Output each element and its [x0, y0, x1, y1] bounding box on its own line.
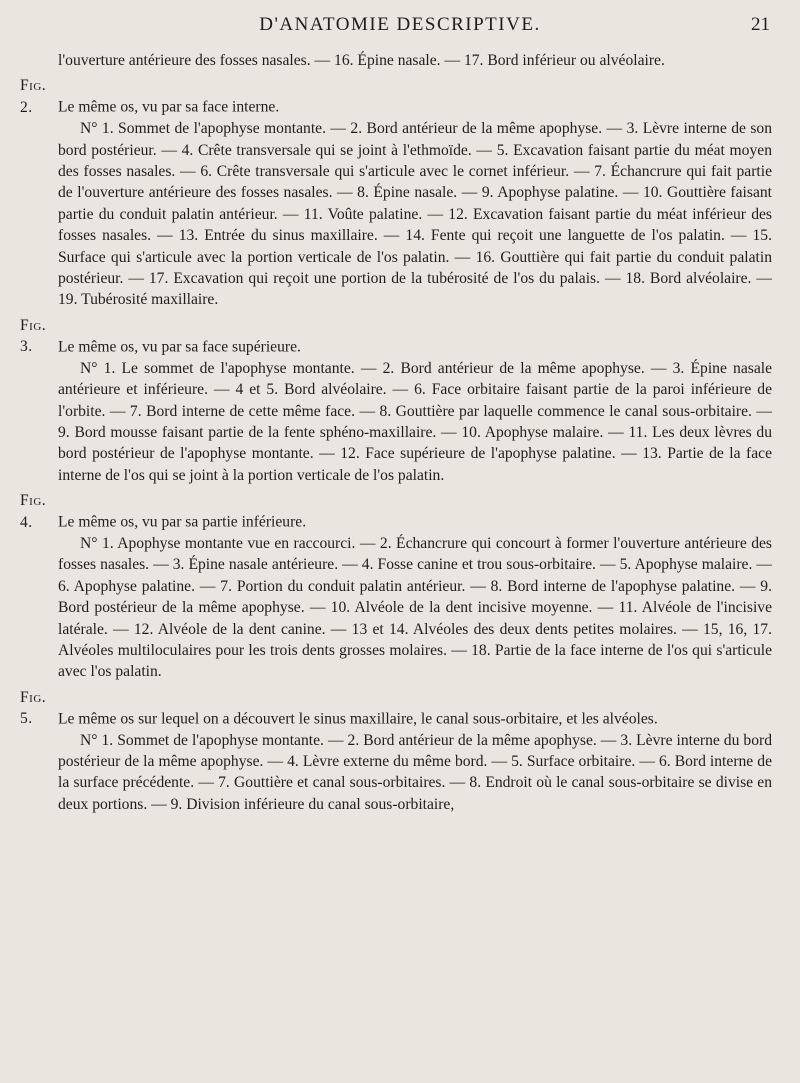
figure-label: Fig. 3. — [20, 316, 47, 356]
figure-caption-2 — [20, 75, 772, 310]
figure-label: Fig. 4. — [20, 492, 47, 531]
running-head — [0, 14, 800, 44]
figure-caption-4 — [20, 490, 772, 683]
figure-label: Fig. 2. — [20, 77, 47, 116]
figure-label: Fig. 5. — [20, 688, 47, 728]
figure-legend: N° 1. Sommet de l'apophyse montante. — 2. Bord antérieur de la même apophyse. — 3. Lèvre interne du bord postérieur de la même apophyse. — 4. Lèvre externe du même bord. — 5. Surface orbitaire. — 6. Bord interne de la surface précédente. — 7. Gouttière et canal sous-orbitaires. — 8. Endroit où le canal sous-orbitaire se divise en deux portions. — 9. Division inférieure du canal sous-orbitaire, — [58, 731, 772, 813]
running-title: D'ANATOMIE DESCRIPTIVE. — [259, 14, 541, 35]
intro-paragraph: l'ouverture antérieure des fosses nasales. — 16. Épine nasale. — 17. Bord inférieur ou alvéolaire. — [58, 52, 665, 69]
figure-legend: N° 1. Sommet de l'apophyse montante. — 2. Bord antérieur de la même apophyse. — 3. Lèvre interne de son bord postérieur. — 4. Crête transversale qui se joint à l'ethmoïde. — 5. Excavation faisant partie du méat moyen des fosses nasales. — 6. Crête transversale qui s'articule avec le cornet inférieur. — 7. Échancrure qui fait partie de l'ouverture antérieure des fosses nasales. — 8. Épine nasale. — 9. Apophyse palatine. — 10. Gouttière faisant partie du conduit palatin antérieur. — 11. Voûte palatine. — 12. Excavation faisant partie du méat inférieur des fosses nasales. — 13. Entrée du sinus maxillaire. — 14. Fente qui reçoit une languette de l'os palatin. — 15. Surface qui s'articule avec la portion verticale de l'os palatin. — 16. Gouttière qui fait partie du conduit palatin postérieur. — 17. Excavation qui reçoit une portion de la tubérosité de l'os du palais. — 18. Bord alvéolaire. — 19. Tubérosité maxillaire. — [58, 120, 772, 309]
page-body — [20, 50, 772, 815]
figure-heading: Le même os, vu par sa face interne. — [58, 98, 280, 116]
figure-heading: Le même os sur lequel on a découvert le sinus maxillaire, le canal sous-orbitaire, et les alvéoles. — [58, 710, 658, 728]
figure-legend: N° 1. Le sommet de l'apophyse montante. — 2. Bord antérieur de la même apophyse. — 3. Épine nasale antérieure et inférieure. — 4 et 5. Bord alvéolaire. — 6. Face orbitaire faisant partie de la paroi inférieure de l'orbite. — 7. Bord interne de cette même face. — 8. Gouttière par laquelle commence le canal sous-orbitaire. — 9. Bord mousse faisant partie de la fente sphéno-maxillaire. — 10. Apophyse malaire. — 11. Les deux lèvres du bord postérieur de l'apophyse montante. — 12. Face supérieure de l'apophyse palatine. — 13. Partie de la face interne de l'os qui se joint à la portion verticale de l'os palatin. — [58, 359, 772, 484]
page-number: 21 — [751, 14, 770, 35]
figure-caption-5 — [20, 687, 772, 815]
figure-legend: N° 1. Apophyse montante vue en raccourci. — 2. Échancrure qui concourt à former l'ouverture antérieure des fosses nasales. — 3. Épine nasale antérieure. — 4. Fosse canine et trou sous-orbitaire. — 5. Apophyse malaire. — 6. Apophyse palatine. — 7. Portion du conduit palatin antérieur. — 8. Bord interne de l'apophyse palatine. — 9. Bord postérieur de la même apophyse. — 10. Alvéole de la dent incisive moyenne. — 11. Alvéole de l'incisive latérale. — 12. Alvéole de la dent canine. — 13 et 14. Alvéoles des deux dents petites molaires. — 15, 16, 17. Alvéoles multiloculaires pour les trois dents grosses molaires. — 18. Partie de la face interne de l'os qui s'articule avec l'os palatin. — [58, 534, 772, 681]
figure-heading: Le même os, vu par sa partie inférieure. — [58, 513, 307, 531]
figure-caption-3 — [20, 315, 772, 486]
figure-heading: Le même os, vu par sa face supérieure. — [58, 338, 301, 356]
